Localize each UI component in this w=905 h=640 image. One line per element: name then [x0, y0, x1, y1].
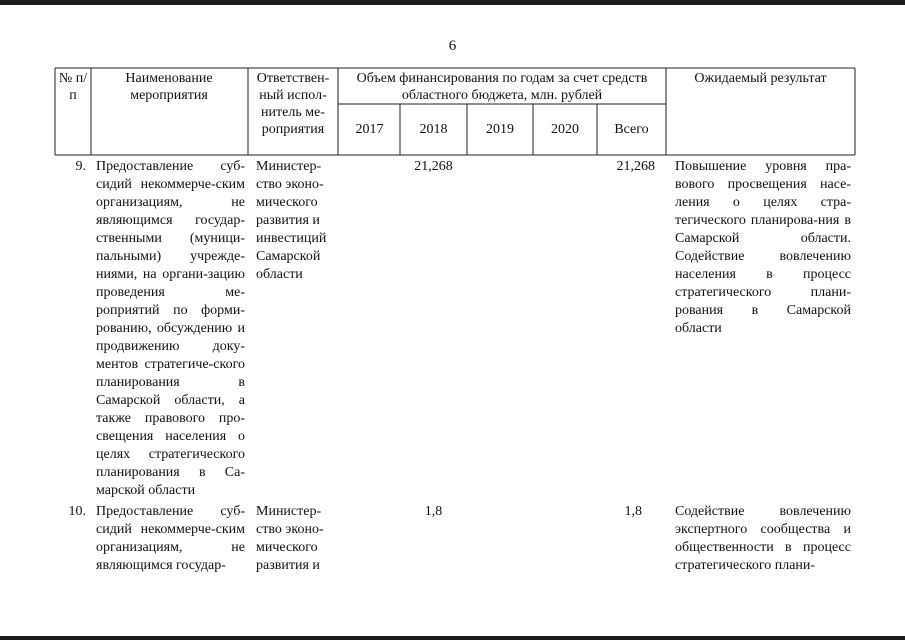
header-total: Всего: [614, 122, 649, 137]
row-10-total: 1,8: [624, 504, 642, 519]
row-9-2018: 21,268: [414, 159, 453, 174]
row-9-responsible: Министер-ство эконо-мического развития и инвестиций Самарской области: [256, 159, 327, 282]
header-year-2018: 2018: [419, 122, 448, 137]
header-year-2017: 2017: [355, 122, 384, 137]
header-year-2020: 2020: [551, 122, 579, 137]
row-9-expected: Повышение уровня пра-вового просвещения насе-ления о целях стра-тегического планирова-ния в Самарской области. Содействие вовлечению населения в процесс стратегического плани-рования в Самарской области: [675, 159, 851, 336]
row-10-2018: 1,8: [424, 504, 443, 519]
header-financing: Объем финансирования по годам за счет средств областного бюджета, млн. рублей: [356, 71, 648, 103]
header-name: Наименование мероприятия: [125, 71, 213, 103]
page-number: 6: [448, 38, 457, 54]
row-9-num: 9.: [75, 159, 86, 174]
header-responsible: Ответствен-ный испол-нитель ме-роприятия: [256, 71, 330, 137]
row-9-total: 21,268: [616, 159, 655, 174]
row-10-expected: Содействие вовлечению экспертного сообщества и общественности в процесс стратегического плани-: [675, 504, 851, 573]
header-expected: Ожидаемый результат: [694, 71, 827, 86]
row-9-name: Предоставление суб-сидий некоммерче-ским организациям, не являющимся государ-ственными (муници-пальными) учрежде-ниями, на органи-зацию проведения ме-роприятий по форми-рованию, обсуждению и продвижению доку-ментов стратегиче-ского планирования в Самарской области, а также правового про-свещения населения о целях стратегического планирования в Са-марской области: [96, 159, 245, 498]
row-10-responsible: Министер-ство эконо-мического развития и: [256, 504, 324, 573]
row-10-name: Предоставление суб-сидий некоммерче-ским организациям, не являющимся государ-: [96, 504, 245, 573]
row-10-num: 10.: [68, 504, 86, 519]
header-num: № п/п: [58, 71, 88, 103]
header-year-2019: 2019: [486, 122, 514, 137]
